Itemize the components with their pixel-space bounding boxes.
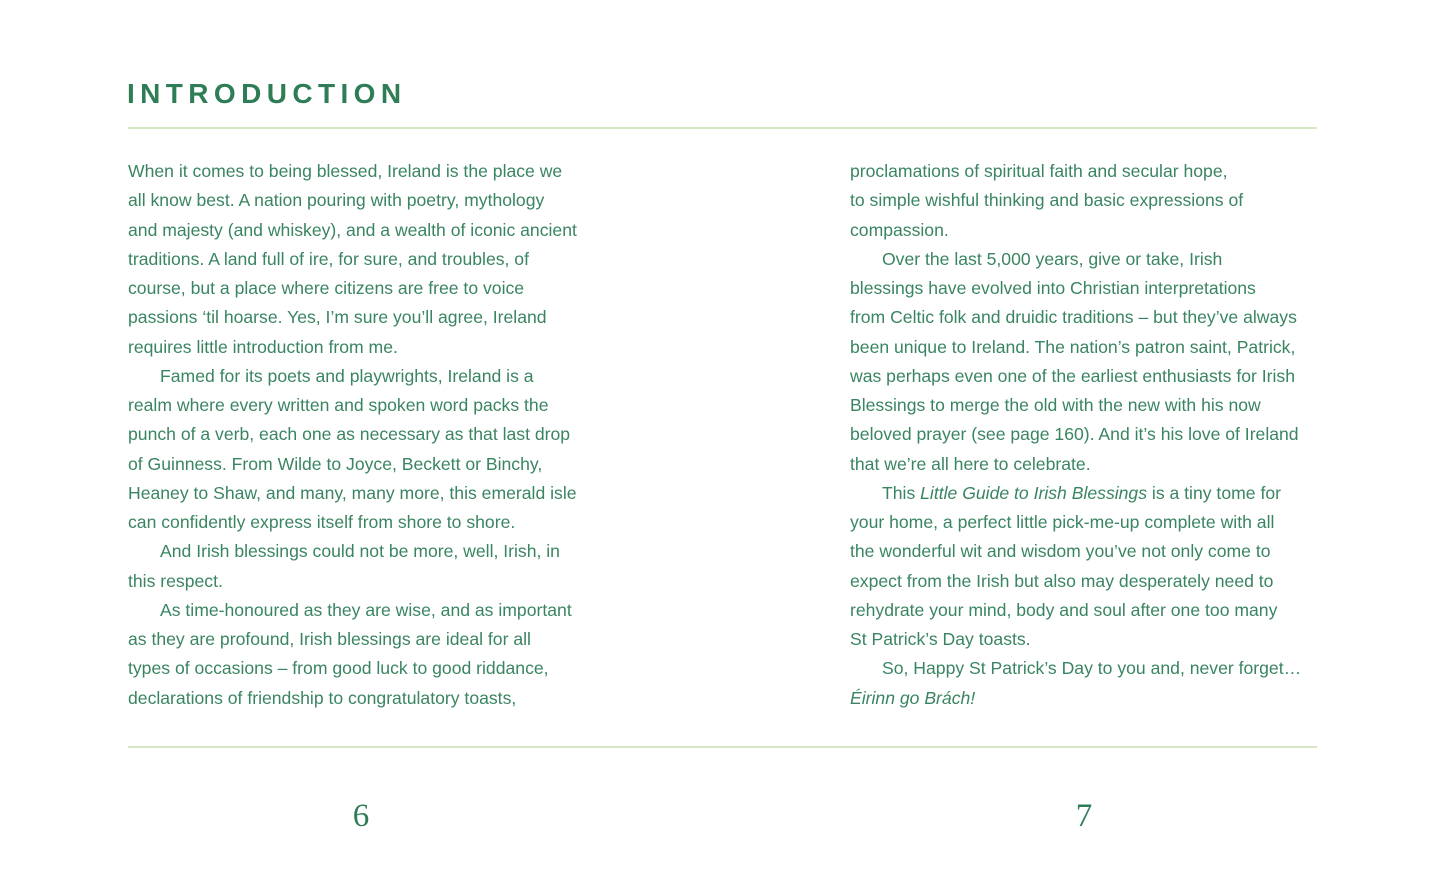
- text-line: this respect.: [128, 570, 223, 591]
- text-line: proclamations of spiritual faith and secular hope,: [850, 161, 1228, 181]
- text-line: passions ‘til hoarse. Yes, I’m sure you’ll agree, Ireland: [128, 307, 547, 328]
- top-divider: [128, 127, 1317, 129]
- text-line: requires little introduction from me.: [128, 336, 398, 357]
- chapter-heading: INTRODUCTION: [127, 78, 407, 109]
- text-line: When it comes to being blessed, Ireland is the place we: [128, 161, 563, 181]
- text-line: that we’re all here to celebrate.: [850, 453, 1091, 474]
- text-line: traditions. A land full of ire, for sure, and troubles, of: [128, 248, 529, 269]
- text-line: your home, a perfect little pick-me-up complete with all: [850, 512, 1275, 532]
- text-line: rehydrate your mind, body and soul after one too many: [850, 599, 1278, 620]
- text-line: punch of a verb, each one as necessary as that last drop: [128, 424, 571, 445]
- text-line: of Guinness. From Wilde to Joyce, Beckett or Binchy,: [128, 453, 543, 474]
- text-line: Famed for its poets and playwrights, Ireland is a: [160, 365, 534, 386]
- text-line: blessings have evolved into Christian interpretations: [850, 278, 1256, 298]
- text-line: So, Happy St Patrick’s Day to you and, never forget…: [882, 658, 1302, 679]
- text-line: Blessings to merge the old with the new with his now: [850, 395, 1261, 415]
- text-line: course, but a place where citizens are free to voice: [128, 278, 525, 298]
- text-line: as they are profound, Irish blessings are ideal for all: [128, 629, 531, 649]
- text-line: all know best. A nation pouring with poetry, mythology: [128, 190, 545, 211]
- text-line: was perhaps even one of the earliest enthusiasts for Irish: [850, 365, 1295, 386]
- page-number-right: 7: [1075, 798, 1093, 834]
- text-line: can confidently express itself from shore to shore.: [128, 512, 516, 532]
- closing-line: Éirinn go Brách!: [850, 687, 976, 708]
- book-title: Little Guide to Irish Blessings: [920, 482, 1148, 503]
- text-line: to simple wishful thinking and basic expressions of: [850, 190, 1244, 211]
- text-line: As time-honoured as they are wise, and as important: [160, 599, 572, 620]
- book-line-post: is a tiny tome for: [1147, 482, 1281, 503]
- text-line: expect from the Irish but also may desperately need to: [850, 570, 1274, 591]
- text-line: and majesty (and whiskey), and a wealth of iconic ancient: [128, 219, 577, 240]
- text-line: beloved prayer (see page 160). And it’s his love of Ireland: [850, 424, 1299, 445]
- text-line: St Patrick’s Day toasts.: [850, 629, 1031, 649]
- text-line: the wonderful wit and wisdom you’ve not only come to: [850, 541, 1271, 562]
- text-line: been unique to Ireland. The nation’s patron saint, Patrick,: [850, 336, 1296, 357]
- text-line: types of occasions – from good luck to good riddance,: [128, 658, 549, 679]
- page-number-left: 6: [352, 798, 370, 834]
- book-title-line: [850, 479, 1301, 508]
- bottom-divider: [128, 746, 1317, 748]
- text-line: realm where every written and spoken word packs the: [128, 395, 549, 415]
- left-page-body: [128, 157, 577, 713]
- text-line: from Celtic folk and druidic traditions – but they’ve always: [850, 307, 1297, 328]
- text-line: Over the last 5,000 years, give or take, Irish: [882, 248, 1223, 269]
- text-line: declarations of friendship to congratulatory toasts,: [128, 687, 517, 708]
- right-page-body: [850, 157, 1301, 713]
- text-line: compassion.: [850, 219, 949, 240]
- text-line: Heaney to Shaw, and many, many more, this emerald isle: [128, 482, 577, 503]
- book-line-pre: This: [882, 482, 921, 503]
- text-line: And Irish blessings could not be more, well, Irish, in: [160, 541, 560, 562]
